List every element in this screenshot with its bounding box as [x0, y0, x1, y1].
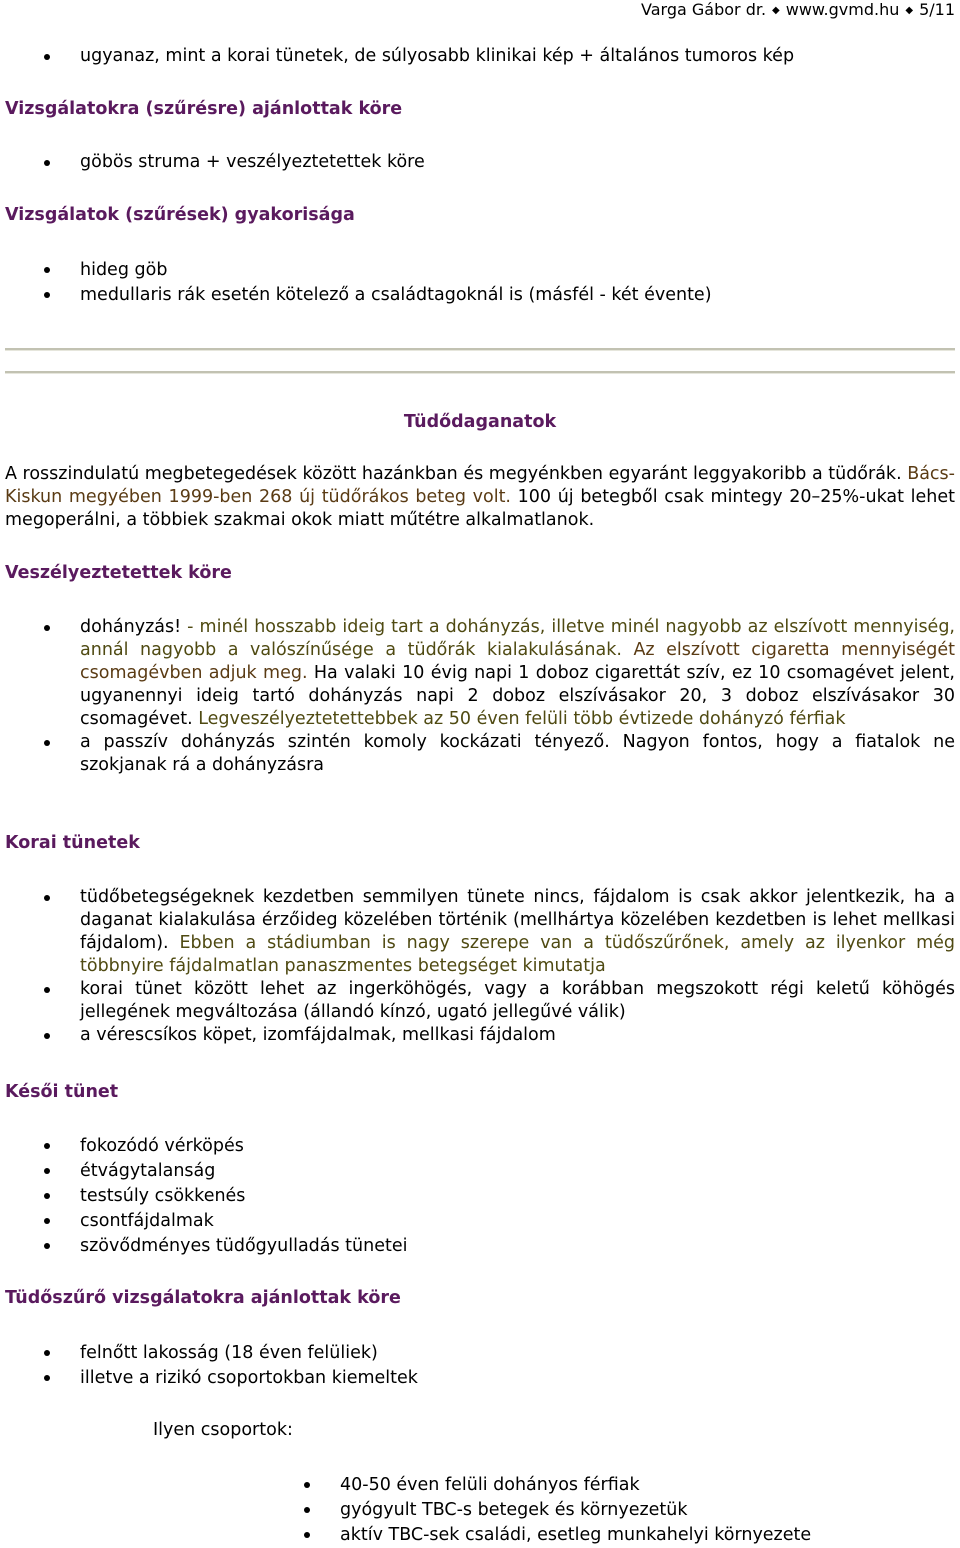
- list-item: étvágytalanság: [5, 1159, 955, 1184]
- intro-sentence: Bács-Kiskun megyében 1999-ben 268 új tüdőrákos beteg volt.: [5, 464, 955, 507]
- risk-text: dohányzás!: [80, 617, 182, 637]
- groups-label: Ilyen csoportok:: [153, 1420, 293, 1440]
- screening-list: [5, 151, 955, 174]
- list-item: testsúly csökkenés: [5, 1184, 955, 1209]
- list-item: felnőtt lakosság (18 éven felüliek): [5, 1341, 955, 1366]
- symptom-text: Ebben a stádiumban is nagy szerepe van a tüdőszűrőnek, amely az ilyenkor még többnyire fájdalmatlan panaszmentes betegséget kimutatja: [80, 933, 955, 976]
- divider: [5, 348, 955, 351]
- list-item: [5, 731, 955, 777]
- symptom-text: tüdőbetegségeknek kezdetben semmilyen tünete nincs, fájdalom is csak akkor jelentkezik, ha a daganat kialakulása érzőideg közelében történik (mellhártya közelében kezdetben is lehet mellkasi fájdalom).: [80, 887, 955, 953]
- list-item: göbös struma + veszélyeztetettek köre: [5, 151, 955, 174]
- risk-text: Nagyon fontos, hogy a fiatalok ne szokjanak rá a dohányzásra: [80, 732, 955, 775]
- page-title: Tüdődaganatok: [403, 412, 557, 432]
- risk-groups-list: [265, 1473, 955, 1548]
- header-page-number: 5/11: [919, 0, 955, 19]
- risk-text: - minél hosszabb ideig tart a dohányzás, illetve minél nagyobb az elszívott mennyiség, annál nagyobb a valószínűsége a tüdőrák kialakulásának.: [80, 617, 955, 660]
- frequency-list: [5, 258, 955, 308]
- risk-text: Ha valaki 10 évig napi 1 doboz cigarettát szív, ez 10 csomagévet jelent, ugyanennyi ideig tartó dohányzás napi 2 doboz elszívásakor 20, 3 doboz elszívásakor 30 csomagévet.: [80, 663, 955, 729]
- symptom-list: [5, 45, 955, 68]
- diamond-separator-icon: ◆: [905, 5, 914, 16]
- list-item: hideg göb: [5, 258, 955, 283]
- list-item: ugyanaz, mint a korai tünetek, de súlyosabb klinikai kép + általános tumoros kép: [5, 45, 955, 68]
- screening-groups-list: [5, 1341, 955, 1391]
- section-heading: Tüdőszűrő vizsgálatokra ajánlottak köre: [5, 1288, 401, 1308]
- late-symptoms-list: [5, 1134, 955, 1259]
- section-heading: Késői tünet: [5, 1082, 119, 1102]
- list-item: korai tünet között lehet az ingerköhögés, vagy a korábban megszokott régi keletű köhögés jellegének megváltozása (állandó kínzó, ugató jellegűvé válik): [5, 978, 955, 1024]
- risk-list: [5, 616, 955, 777]
- list-item: 40-50 éven felüli dohányos férfiak: [265, 1473, 955, 1498]
- risk-text: a passzív dohányzás szintén komoly kockázati tényező.: [80, 732, 610, 752]
- list-item: csontfájdalmak: [5, 1209, 955, 1234]
- list-item: gyógyult TBC-s betegek és környezetük: [265, 1498, 955, 1523]
- header-site: www.gvmd.hu: [785, 0, 900, 19]
- list-item: fokozódó vérköpés: [5, 1134, 955, 1159]
- list-item: szövődményes tüdőgyulladás tünetei: [5, 1234, 955, 1259]
- risk-text: Legveszélyeztetettebbek az 50 éven felüli több évtizede dohányzó férfiak: [192, 709, 846, 729]
- section-heading: Veszélyeztetettek köre: [5, 563, 232, 583]
- list-item: [5, 886, 955, 978]
- list-item: a vérescsíkos köpet, izomfájdalmak, mellkasi fájdalom: [5, 1024, 955, 1047]
- early-symptoms-list: [5, 886, 955, 1047]
- risk-text: Az elszívott cigaretta mennyiségét csomagévben adjuk meg.: [80, 640, 956, 683]
- page-header: [0, 0, 955, 23]
- list-item: illetve a rizikó csoportokban kiemeltek: [5, 1366, 955, 1391]
- intro-sentence: A rosszindulatú megbetegedések között hazánkban és megyénkben egyaránt leggyakoribb a tüdőrák.: [5, 464, 902, 484]
- list-item: medullaris rák esetén kötelező a családtagoknál is (másfél - két évente): [5, 283, 955, 308]
- section-heading: Vizsgálatokra (szűrésre) ajánlottak köre: [5, 99, 403, 119]
- intro-sentence: 100 új betegből csak mintegy 20–25%-ukat lehet megoperálni, a többiek szakmai okok miatt műtétre alkalmatlanok.: [5, 487, 956, 530]
- diamond-separator-icon: ◆: [772, 5, 780, 16]
- divider: [5, 371, 955, 374]
- intro-paragraph: [5, 463, 955, 532]
- list-item: [5, 616, 955, 731]
- section-heading: Vizsgálatok (szűrések) gyakorisága: [5, 205, 355, 225]
- header-author: Varga Gábor dr.: [641, 0, 767, 19]
- list-item: aktív TBC-sek családi, esetleg munkahelyi környezete: [265, 1523, 955, 1548]
- section-heading: Korai tünetek: [5, 833, 140, 853]
